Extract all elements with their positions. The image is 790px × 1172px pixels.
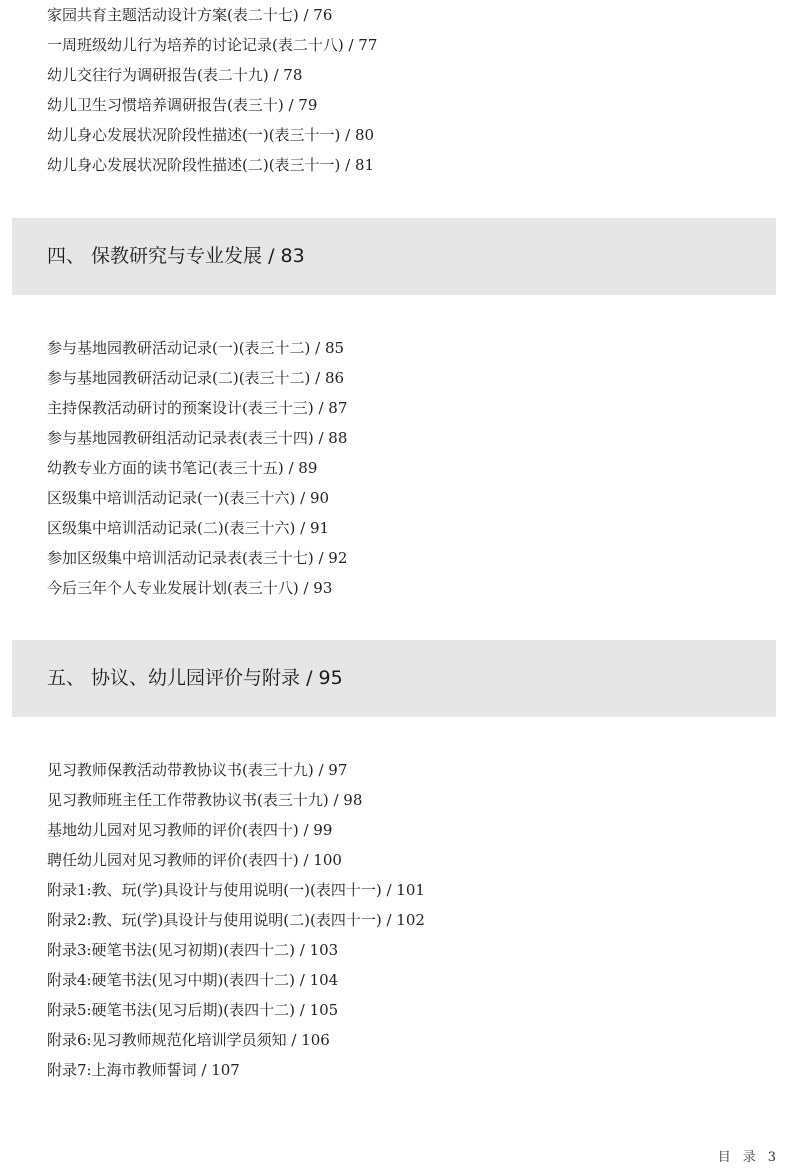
section-header-4	[12, 218, 776, 295]
toc-entry: 一周班级幼儿行为培养的讨论记录(表二十八) / 77	[47, 36, 378, 54]
toc-entry: 家园共育主题活动设计方案(表二十七) / 76	[47, 6, 333, 24]
page-number: 3	[767, 1150, 776, 1165]
toc-entry: 主持保教活动研讨的预案设计(表三十三) / 87	[47, 399, 348, 417]
toc-entry: 基地幼儿园对见习教师的评价(表四十) / 99	[47, 821, 333, 839]
toc-entry: 附录7:上海市教师誓词 / 107	[47, 1061, 240, 1079]
toc-list-continued	[47, 0, 377, 180]
toc-entry: 附录6:见习教师规范化培训学员须知 / 106	[47, 1031, 330, 1049]
toc-entry: 见习教师班主任工作带教协议书(表三十九) / 98	[47, 791, 363, 809]
toc-entry: 幼教专业方面的读书笔记(表三十五) / 89	[47, 459, 318, 477]
toc-entry: 聘任幼儿园对见习教师的评价(表四十) / 100	[47, 851, 342, 869]
toc-entry: 参与基地园教研组活动记录表(表三十四) / 88	[47, 429, 348, 447]
toc-entry: 附录5:硬笔书法(见习后期)(表四十二) / 105	[47, 1001, 339, 1019]
toc-entry: 今后三年个人专业发展计划(表三十八) / 93	[47, 579, 333, 597]
toc-entry: 附录2:教、玩(学)具设计与使用说明(二)(表四十一) / 102	[47, 911, 425, 929]
page-footer	[706, 1146, 776, 1165]
section-title: 四、 保教研究与专业发展 / 83	[47, 245, 305, 267]
toc-list-section-5	[47, 755, 425, 1085]
section-header-5	[12, 640, 776, 717]
toc-entry: 幼儿身心发展状况阶段性描述(二)(表三十一) / 81	[47, 156, 375, 174]
toc-list-section-4	[47, 333, 347, 603]
toc-entry: 附录4:硬笔书法(见习中期)(表四十二) / 104	[47, 971, 339, 989]
toc-entry: 幼儿卫生习惯培养调研报告(表三十) / 79	[47, 96, 318, 114]
footer-label: 录	[742, 1150, 756, 1165]
toc-entry: 附录1:教、玩(学)具设计与使用说明(一)(表四十一) / 101	[47, 881, 425, 899]
toc-entry: 见习教师保教活动带教协议书(表三十九) / 97	[47, 761, 348, 779]
toc-entry: 幼儿交往行为调研报告(表二十九) / 78	[47, 66, 303, 84]
toc-entry: 区级集中培训活动记录(二)(表三十六) / 91	[47, 519, 330, 537]
toc-entry: 参加区级集中培训活动记录表(表三十七) / 92	[47, 549, 348, 567]
toc-entry: 参与基地园教研活动记录(一)(表三十二) / 85	[47, 339, 345, 357]
toc-entry: 区级集中培训活动记录(一)(表三十六) / 90	[47, 489, 330, 507]
toc-entry: 幼儿身心发展状况阶段性描述(一)(表三十一) / 80	[47, 126, 375, 144]
section-title: 五、 协议、幼儿园评价与附录 / 95	[47, 667, 343, 689]
toc-entry: 附录3:硬笔书法(见习初期)(表四十二) / 103	[47, 941, 339, 959]
toc-entry: 参与基地园教研活动记录(二)(表三十二) / 86	[47, 369, 345, 387]
footer-label: 目	[717, 1150, 731, 1165]
